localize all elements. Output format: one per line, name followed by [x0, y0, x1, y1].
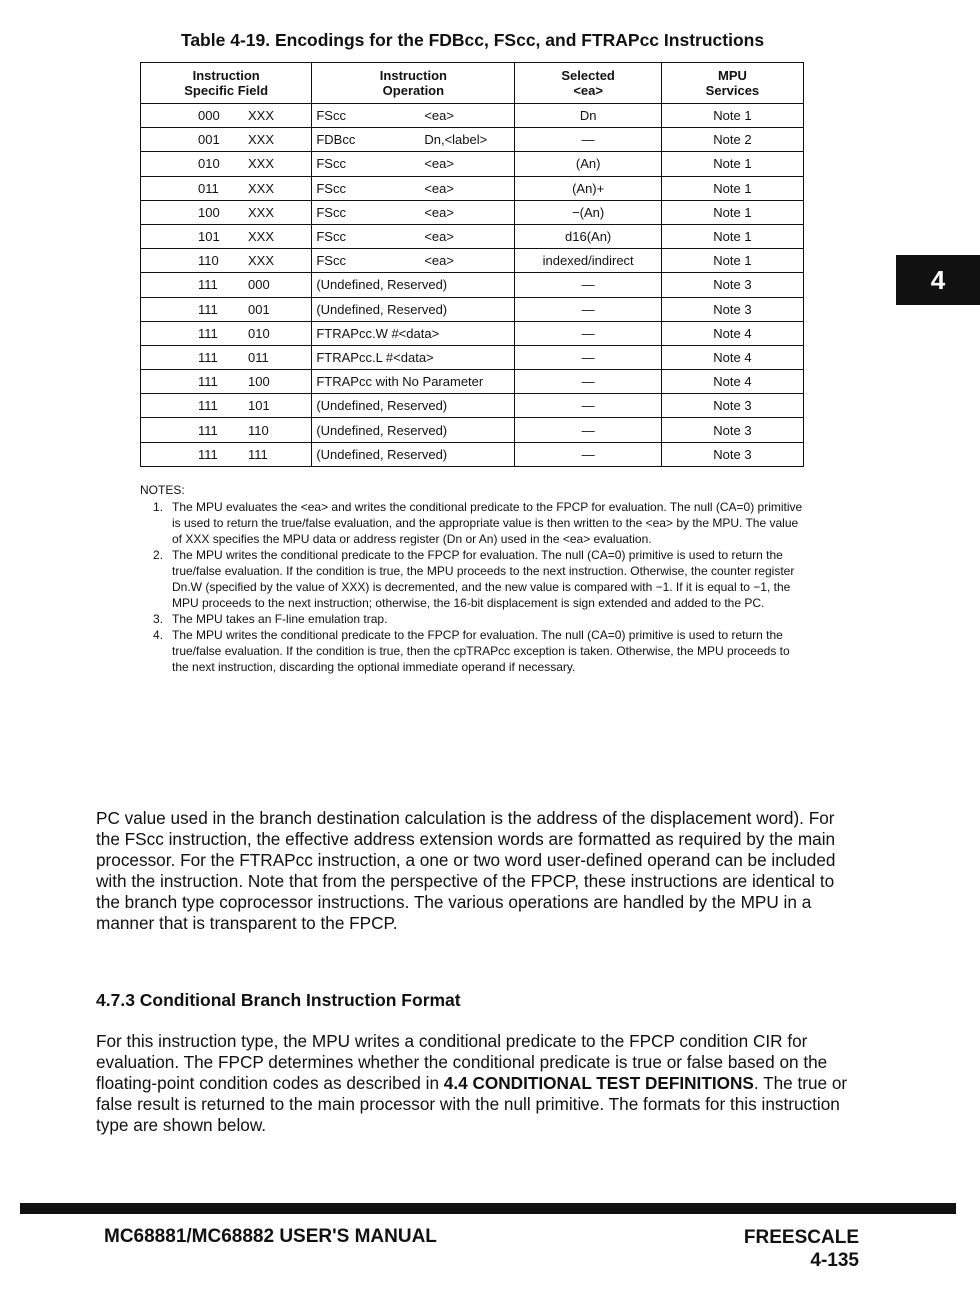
operation-operand: <ea>: [424, 253, 454, 269]
field-low-bits: 000: [248, 277, 270, 293]
operation-operand: <ea>: [424, 229, 454, 245]
specific-field-cell: [141, 418, 312, 442]
operation-cell: [312, 297, 515, 321]
selected-ea-cell: —: [515, 345, 661, 369]
table-title: Table 4-19. Encodings for the FDBcc, FScc, and FTRAPcc Instructions: [180, 30, 765, 50]
table-row: [141, 370, 804, 394]
operation-mnemonic: FScc: [316, 108, 346, 124]
table-row: [141, 104, 804, 128]
operation-cell: [312, 200, 515, 224]
operation-cell: [312, 224, 515, 248]
field-high-bits: 111: [198, 349, 218, 365]
body-paragraph: For this instruction type, the MPU writes a conditional predicate to the FPCP condition CIR for evaluation. The FPCP determines whether the conditional predicate is true or false based on the floating-point condition codes as described in 4.4 CONDITIONAL TEST DEFINITIONS. The true or false result is returned to the main processor with the null primitive. The formats for this instruction type are shown below.: [96, 1031, 848, 1135]
field-high-bits: 010: [198, 156, 220, 172]
specific-field-cell: [141, 297, 312, 321]
operation-mnemonic: FScc: [316, 229, 346, 245]
selected-ea-cell: —: [515, 394, 661, 418]
mpu-services-cell: Note 1: [661, 176, 803, 200]
table-row: [141, 249, 804, 273]
field-high-bits: 001: [198, 132, 220, 148]
operation-text: FTRAPcc.W #<data>: [316, 325, 440, 341]
mpu-services-cell: Note 3: [661, 418, 803, 442]
operation-cell: [312, 345, 515, 369]
table-row: [141, 418, 804, 442]
field-high-bits: 011: [198, 180, 219, 196]
footer-manual-title: MC68881/MC68882 USER'S MANUAL: [104, 1226, 437, 1247]
selected-ea-cell: (An): [515, 152, 661, 176]
field-low-bits: 001: [248, 301, 270, 317]
table-row: [141, 176, 804, 200]
selected-ea-cell: —: [515, 273, 661, 297]
specific-field-cell: [141, 249, 312, 273]
table-row: [141, 224, 804, 248]
selected-ea-cell: d16(An): [515, 224, 661, 248]
specific-field-cell: [141, 176, 312, 200]
field-high-bits: 111: [198, 398, 218, 414]
field-low-bits: 010: [248, 325, 270, 341]
table-body: [141, 104, 804, 467]
operation-operand: Dn,<label>: [424, 132, 488, 148]
field-high-bits: 100: [198, 204, 220, 220]
field-low-bits: 100: [248, 374, 270, 390]
field-high-bits: 111: [198, 422, 218, 438]
mpu-services-cell: Note 3: [661, 442, 803, 466]
table-row: [141, 394, 804, 418]
mpu-services-cell: Note 1: [661, 224, 803, 248]
selected-ea-cell: indexed/indirect: [515, 249, 661, 273]
specific-field-cell: [141, 200, 312, 224]
operation-cell: [312, 273, 515, 297]
operation-cell: [312, 394, 515, 418]
specific-field-cell: [141, 152, 312, 176]
operation-cell: [312, 418, 515, 442]
specific-field-cell: [141, 224, 312, 248]
field-high-bits: 111: [198, 446, 218, 462]
operation-operand: <ea>: [424, 156, 454, 172]
selected-ea-cell: −(An): [515, 200, 661, 224]
field-high-bits: 110: [198, 253, 219, 269]
operation-text: (Undefined, Reserved): [316, 277, 448, 293]
body-paragraph: PC value used in the branch destination calculation is the address of the displacement word). For the FScc instruction, the effective address extension words are formatted as required by the main processor. For the FTRAPcc instruction, a one or two word user-defined operand can be included with the instruction. Note that from the perspective of the FPCP, these instructions are identical to the branch type coprocessor instructions. The various operations are handled by the MPU in a manner that is transparent to the FPCP.: [96, 808, 836, 933]
mpu-services-cell: Note 3: [661, 273, 803, 297]
operation-mnemonic: FScc: [316, 156, 346, 172]
mpu-services-cell: Note 1: [661, 200, 803, 224]
section-heading: 4.7.3 Conditional Branch Instruction Format: [96, 990, 461, 1010]
operation-cell: [312, 152, 515, 176]
operation-text: (Undefined, Reserved): [316, 398, 448, 414]
note-item: 4. The MPU writes the conditional predicate to the FPCP for evaluation. The null (CA=0) primitive is used to return the true/false evaluation. If the condition is true, then the cpTRAPcc exception is taken. Otherwise, the MPU proceeds to the next instruction, discarding the optional immediate operand if necessary.: [153, 628, 790, 674]
field-low-bits: 101: [248, 398, 270, 414]
specific-field-cell: [141, 321, 312, 345]
operation-mnemonic: FDBcc: [316, 132, 356, 148]
operation-mnemonic: FScc: [316, 180, 346, 196]
field-low-bits: 110: [248, 422, 269, 438]
field-low-bits: XXX: [248, 204, 275, 220]
selected-ea-cell: —: [515, 370, 661, 394]
header-mpu-services: MPU Services: [661, 63, 803, 104]
page-number: 4-135: [810, 1250, 859, 1271]
header-instruction-operation: Instruction Operation: [312, 63, 515, 104]
mpu-services-cell: Note 2: [661, 128, 803, 152]
operation-operand: <ea>: [424, 180, 454, 196]
operation-text: FTRAPcc with No Parameter: [316, 374, 484, 390]
chapter-tab: 4: [896, 255, 980, 305]
field-low-bits: XXX: [248, 108, 275, 124]
field-low-bits: XXX: [248, 156, 275, 172]
header-selected-ea: Selected <ea>: [515, 63, 661, 104]
operation-operand: <ea>: [424, 108, 454, 124]
operation-mnemonic: FScc: [316, 204, 346, 220]
operation-cell: [312, 321, 515, 345]
operation-mnemonic: FScc: [316, 253, 346, 269]
notes-heading: NOTES:: [140, 483, 185, 497]
header-instruction-field: Instruction Specific Field: [141, 63, 312, 104]
specific-field-cell: [141, 273, 312, 297]
mpu-services-cell: Note 1: [661, 152, 803, 176]
selected-ea-cell: —: [515, 442, 661, 466]
operation-text: (Undefined, Reserved): [316, 301, 448, 317]
operation-cell: [312, 370, 515, 394]
table-row: [141, 273, 804, 297]
note-item: 2. The MPU writes the conditional predicate to the FPCP for evaluation. The null (CA=0) primitive is used to return the true/false evaluation. If the condition is true, the MPU proceeds to the next instruction. Otherwise, the counter register Dn.W (specified by the value of XXX) is decremented, and the new value is compared with −1. If it is equal to −1, the MPU proceeds to the next instruction; otherwise, the 16-bit displacement is sign extended and added to the PC.: [153, 548, 795, 610]
table-row: [141, 152, 804, 176]
specific-field-cell: [141, 128, 312, 152]
operation-text: (Undefined, Reserved): [316, 446, 448, 462]
specific-field-cell: [141, 394, 312, 418]
operation-cell: [312, 442, 515, 466]
field-low-bits: 111: [248, 446, 268, 462]
notes-block: [140, 482, 805, 675]
operation-cell: [312, 128, 515, 152]
field-low-bits: 011: [248, 349, 269, 365]
operation-operand: <ea>: [424, 204, 454, 220]
selected-ea-cell: Dn: [515, 104, 661, 128]
operation-cell: [312, 176, 515, 200]
table-row: [141, 128, 804, 152]
field-high-bits: 101: [198, 229, 220, 245]
mpu-services-cell: Note 3: [661, 297, 803, 321]
field-high-bits: 111: [198, 301, 218, 317]
selected-ea-cell: —: [515, 297, 661, 321]
table-header-row: [141, 63, 804, 104]
footer-company: FREESCALE: [743, 1227, 859, 1248]
selected-ea-cell: —: [515, 128, 661, 152]
encodings-table: [140, 62, 804, 467]
mpu-services-cell: Note 4: [661, 321, 803, 345]
field-low-bits: XXX: [248, 253, 275, 269]
footer-right: [700, 1226, 859, 1272]
mpu-services-cell: Note 1: [661, 249, 803, 273]
footer-rule: [20, 1203, 956, 1214]
field-high-bits: 111: [198, 277, 218, 293]
field-low-bits: XXX: [248, 229, 275, 245]
operation-text: FTRAPcc.L #<data>: [316, 349, 434, 365]
field-low-bits: XXX: [248, 132, 275, 148]
specific-field-cell: [141, 370, 312, 394]
operation-cell: [312, 249, 515, 273]
cross-reference: 4.4 CONDITIONAL TEST DEFINITIONS: [443, 1073, 754, 1093]
operation-cell: [312, 104, 515, 128]
note-item: 3. The MPU takes an F-line emulation trap.: [153, 612, 388, 626]
table-row: [141, 297, 804, 321]
field-low-bits: XXX: [248, 180, 275, 196]
field-high-bits: 111: [198, 374, 218, 390]
specific-field-cell: [141, 442, 312, 466]
field-high-bits: 000: [198, 108, 220, 124]
table-row: [141, 345, 804, 369]
table-row: [141, 200, 804, 224]
field-high-bits: 111: [198, 325, 218, 341]
table-row: [141, 321, 804, 345]
selected-ea-cell: —: [515, 418, 661, 442]
selected-ea-cell: —: [515, 321, 661, 345]
note-item: 1. The MPU evaluates the <ea> and writes the conditional predicate to the FPCP for evaluation. The null (CA=0) primitive is used to return the true/false evaluation, and the appropriate value is then written to the <ea> by the MPU. The value of XXX specifies the MPU data or address register (Dn or An) used in the <ea> evaluation.: [153, 500, 803, 546]
mpu-services-cell: Note 4: [661, 370, 803, 394]
selected-ea-cell: (An)+: [515, 176, 661, 200]
table-row: [141, 442, 804, 466]
operation-text: (Undefined, Reserved): [316, 422, 448, 438]
specific-field-cell: [141, 104, 312, 128]
mpu-services-cell: Note 4: [661, 345, 803, 369]
mpu-services-cell: Note 1: [661, 104, 803, 128]
mpu-services-cell: Note 3: [661, 394, 803, 418]
specific-field-cell: [141, 345, 312, 369]
